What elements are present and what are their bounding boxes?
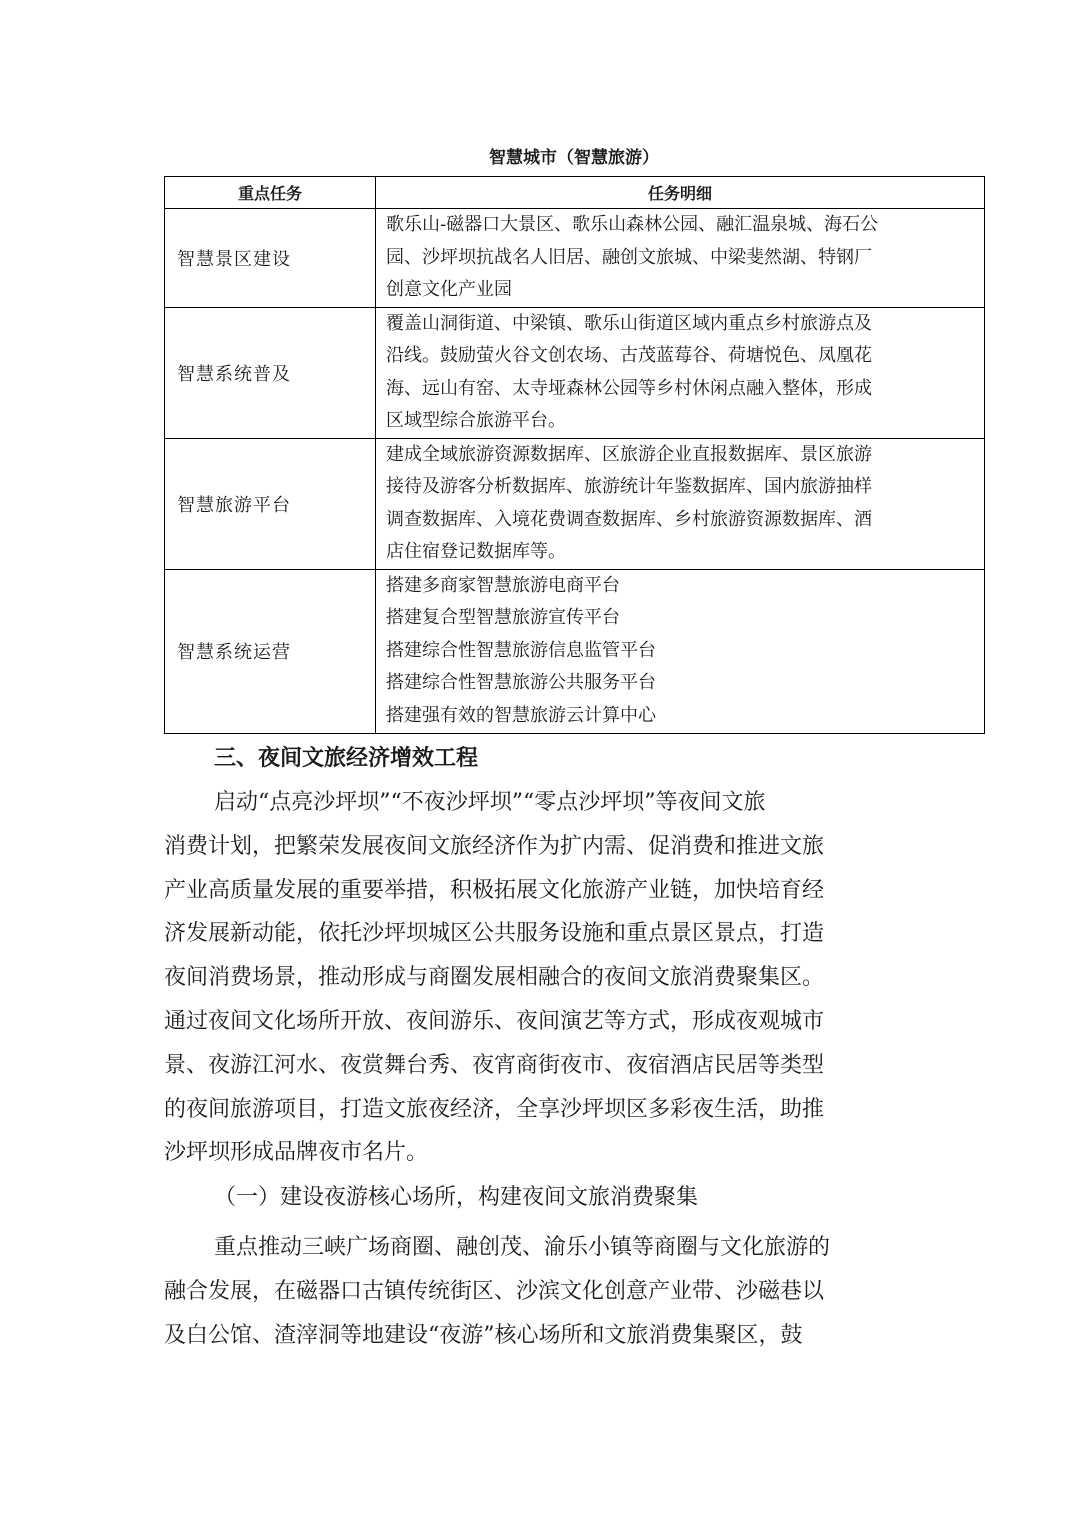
detail-line: 海、远山有窑、太寺垭森林公园等乡村休闲点融入整体，形成 xyxy=(386,377,872,399)
detail-line: 区域型综合旅游平台。 xyxy=(386,410,566,431)
detail-line: 搭建复合型智慧旅游宣传平台 xyxy=(386,607,620,629)
paragraph-line: 启动“点亮沙坪坝”“不夜沙坪坝”“零点沙坪坝”等夜间文旅 xyxy=(214,790,766,815)
detail-line: 覆盖山洞街道、中梁镇、歌乐山街道区域内重点乡村旅游点及 xyxy=(386,312,872,334)
task-name-cell: 智慧旅游平台 xyxy=(165,438,376,569)
paragraph-line: 夜间消费场景，推动形成与商圈发展相融合的夜间文旅消费聚集区。 xyxy=(164,965,825,991)
task-detail-cell xyxy=(376,307,985,438)
paragraph-line: 融合发展，在磁器口古镇传统街区、沙滨文化创意产业带、沙磁巷以 xyxy=(164,1278,825,1304)
paragraph-line: 景、夜游江河水、夜赏舞台秀、夜宵商街夜市、夜宿酒店民居等类型 xyxy=(164,1052,825,1078)
paragraph-line: 产业高质量发展的重要举措，积极拓展文化旅游产业链，加快培育经 xyxy=(164,877,825,903)
column-header-details: 任务明细 xyxy=(376,177,985,209)
paragraph-line: 通过夜间文化场所开放、夜间游乐、夜间演艺等方式，形成夜观城市 xyxy=(164,1008,825,1034)
table-caption: 智慧城市（智慧旅游） xyxy=(489,148,659,168)
body-paragraph xyxy=(164,781,924,1175)
detail-line: 创意文化产业园 xyxy=(386,279,512,300)
paragraph-line: 重点推动三峡广场商圈、融创茂、渝乐小镇等商圈与文化旅游的 xyxy=(214,1235,831,1260)
task-name-cell: 智慧系统普及 xyxy=(165,307,376,438)
detail-line: 搭建综合性智慧旅游信息监管平台 xyxy=(386,639,656,661)
paragraph-line: 沙坪坝形成品牌夜市名片。 xyxy=(164,1140,429,1166)
task-detail-cell xyxy=(376,438,985,569)
detail-line: 调查数据库、入境花费调查数据库、乡村旅游资源数据库、酒 xyxy=(386,508,872,530)
paragraph-line: 的夜间旅游项目，打造文旅夜经济，全享沙坪坝区多彩夜生活，助推 xyxy=(164,1096,825,1122)
sub-heading: （一）建设夜游核心场所，构建夜间文旅消费聚集 xyxy=(214,1185,699,1210)
table-row xyxy=(165,209,985,308)
task-detail-cell xyxy=(376,209,985,308)
detail-line: 园、沙坪坝抗战名人旧居、融创文旅城、中梁斐然湖、特钢厂 xyxy=(386,246,872,268)
detail-line: 建成全域旅游资源数据库、区旅游企业直报数据库、景区旅游 xyxy=(386,443,872,465)
detail-line: 搭建强有效的智慧旅游云计算中心 xyxy=(386,704,656,726)
column-header-task: 重点任务 xyxy=(165,177,376,209)
table-row xyxy=(165,569,985,733)
table-header-row xyxy=(165,177,985,209)
paragraph-line: 及白公馆、渣滓洞等地建设“夜游”核心场所和文旅消费集聚区，鼓 xyxy=(164,1322,803,1348)
detail-line: 歌乐山-磁器口大景区、歌乐山森林公园、融汇温泉城、海石公 xyxy=(386,214,879,235)
body-paragraph xyxy=(164,1226,924,1357)
detail-line: 店住宿登记数据库等。 xyxy=(386,541,566,562)
detail-line: 接待及游客分析数据库、旅游统计年鉴数据库、国内旅游抽样 xyxy=(386,476,872,497)
detail-line: 搭建多商家智慧旅游电商平台 xyxy=(386,574,620,596)
task-name-cell: 智慧景区建设 xyxy=(165,209,376,308)
smart-tourism-task-table xyxy=(164,176,985,734)
task-name-cell: 智慧系统运营 xyxy=(165,569,376,733)
detail-line: 搭建综合性智慧旅游公共服务平台 xyxy=(386,672,656,694)
table-row xyxy=(165,438,985,569)
detail-line: 沿线。鼓励萤火谷文创农场、古茂蓝莓谷、荷塘悦色、凤凰花 xyxy=(386,345,872,366)
task-detail-cell xyxy=(376,569,985,733)
table-row xyxy=(165,307,985,438)
paragraph-line: 济发展新动能，依托沙坪坝城区公共服务设施和重点景区景点，打造 xyxy=(164,921,825,947)
section-heading: 三、夜间文旅经济增效工程 xyxy=(214,746,479,771)
paragraph-line: 消费计划，把繁荣发展夜间文旅经济作为扩内需、促消费和推进文旅 xyxy=(164,833,825,859)
